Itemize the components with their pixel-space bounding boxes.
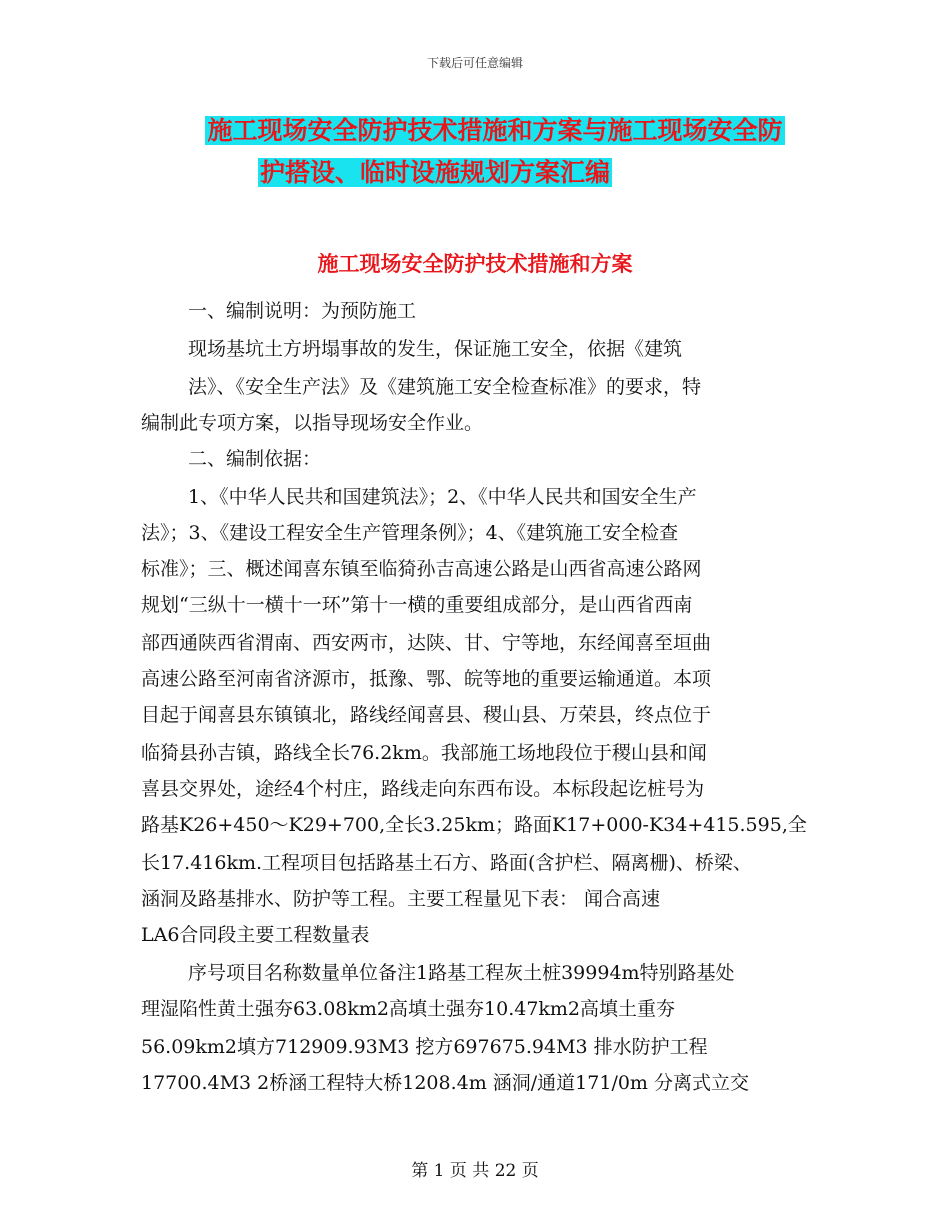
body-line: 临猗县孙吉镇，路线全长76.2km。我部施工场地段位于稷山县和闻 [141, 742, 707, 764]
body-line: 部西通陕西省渭南、西安两市，达陕、甘、宁等地，东经闻喜至垣曲 [141, 632, 712, 654]
header-note: 下载后可任意编辑 [426, 56, 523, 70]
title-highlight-1: 施工现场安全防护技术措施和方案与施工现场安全防 [207, 116, 783, 145]
section-title: 施工现场安全防护技术措施和方案 [317, 252, 633, 276]
body-line: 目起于闻喜县东镇镇北，路线经闻喜县、稷山县、万荣县，终点位于 [141, 704, 712, 726]
body-line: 高速公路至河南省济源市，抵豫、鄂、皖等地的重要运输通道。本项 [141, 668, 712, 690]
body-line: 法》、《安全生产法》及《建筑施工安全检查标准》的要求，特 [188, 376, 702, 398]
body-line: 喜县交界处，途经4个村庄，路线走向东西布设。本标段起讫桩号为 [141, 778, 705, 800]
body-line: 二、编制依据： [188, 448, 322, 470]
body-line: 1、《中华人民共和国建筑法》；2、《中华人民共和国安全生产 [188, 486, 697, 508]
body-line: 理湿陷性黄土强夯63.08km2高填土强夯10.47km2高填土重夯 [141, 998, 676, 1020]
body-line: 编制此专项方案，以指导现场安全作业。 [141, 412, 484, 434]
body-line: 序号项目名称数量单位备注1路基工程灰土桩39994m特别路基处 [188, 962, 735, 984]
page-footer: 第 1 页 共 22 页 [411, 1161, 539, 1181]
body-line: 现场基坑土方坍塌事故的发生，保证施工安全，依据《建筑 [188, 338, 683, 360]
body-line: 法》；3、《建设工程安全生产管理条例》；4、《建筑施工安全检查 [141, 522, 679, 544]
document-title-line-2 [0, 154, 910, 192]
body-line: 长17.416km.工程项目包括路基土石方、路面(含护栏、隔离栅)、桥梁、 [141, 852, 752, 874]
body-line: 路基K26+450～K29+700,全长3.25km；路面K17+000-K34+415.595,全 [141, 814, 807, 836]
title-highlight-2: 护搭设、临时设施规划方案汇编 [259, 158, 610, 187]
document-title-line-1 [20, 112, 950, 150]
body-line: 一、编制说明：为预防施工 [188, 300, 417, 322]
body-line: 规划“三纵十一横十一环”第十一横的重要组成部分，是山西省西南 [141, 594, 693, 616]
body-line: 17700.4M3 2桥涵工程特大桥1208.4m 涵洞/通道171/0m 分离式立交 [141, 1072, 749, 1094]
body-line: 涵洞及路基排水、防护等工程。主要工程量见下表： 闻合高速 [141, 888, 661, 910]
body-line: 56.09km2填方712909.93M3 挖方697675.94M3 排水防护工程 [141, 1036, 708, 1058]
body-line: 标准》；三、概述闻喜东镇至临猗孙吉高速公路是山西省高速公路网 [141, 558, 702, 580]
body-line: LA6合同段主要工程数量表 [141, 924, 370, 946]
